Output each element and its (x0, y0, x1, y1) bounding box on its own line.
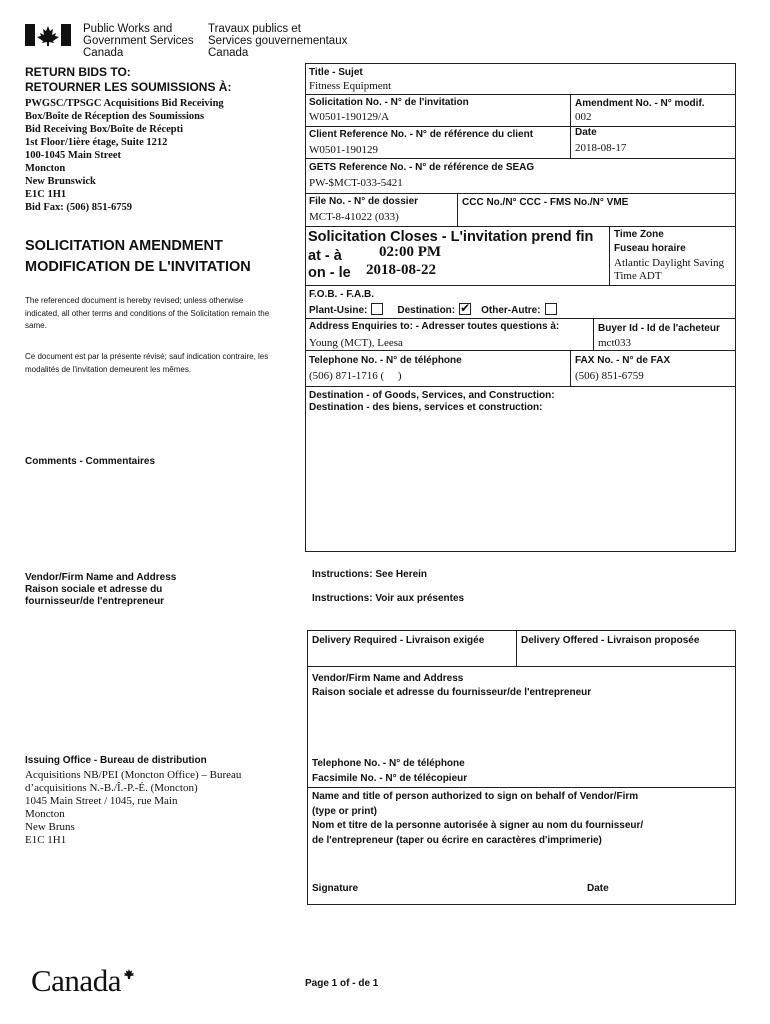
address-line: Box/Boîte de Réception des Soumissions (25, 111, 205, 122)
ccc-no-label: CCC No./N° CCC - FMS No./N° VME (462, 197, 629, 208)
destination-checkbox[interactable] (459, 303, 471, 315)
fob-label: F.O.B. - F.A.B. (309, 289, 374, 300)
amendment-no-value: 002 (575, 111, 592, 123)
signature-date-label: Date (587, 883, 609, 894)
issuing-office-label: Issuing Office - Bureau de distribution (25, 755, 207, 766)
issuing-line: Acquisitions NB/PEI (Moncton Office) – Bureau (25, 769, 242, 781)
dept-fr-line: Canada (208, 47, 249, 59)
telephone-value: (506) 871-1716 ( ) (309, 370, 402, 382)
authorized-person-label-2: (type or print) (312, 806, 377, 817)
closes-at-value: 02:00 PM (379, 244, 442, 260)
page-number: Page 1 of - de 1 (305, 978, 379, 989)
return-bids-title-en: RETURN BIDS TO: (25, 65, 131, 79)
solicitation-no-value: W0501-190129/A (309, 111, 390, 123)
buyer-id-label: Buyer Id - Id de l'acheteur (598, 323, 720, 334)
instructions-fr: Instructions: Voir aux présentes (312, 593, 465, 604)
authorized-person-label-3: Nom et titre de la personne autorisée à signer au nom du fournisseur/ (312, 820, 644, 831)
buyer-id-value: mct033 (598, 337, 631, 349)
closes-on-value: 2018-08-22 (366, 262, 436, 278)
return-bids-title-fr: RETOURNER LES SOUMISSIONS À: (25, 80, 232, 94)
title-value: Fitness Equipment (309, 80, 392, 92)
issuing-line: Moncton (25, 808, 65, 820)
address-line: Bid Receiving Box/Boîte de Récepti (25, 124, 184, 135)
destination-label: Destination: (397, 305, 456, 316)
address-enquiries-label: Address Enquiries to: - Adresser toutes questions à: (309, 321, 560, 332)
solicitation-no-label: Solicitation No. - N° de l'invitation (309, 97, 469, 108)
issuing-line: New Bruns (25, 821, 75, 833)
address-line: 1st Floor/1ière étage, Suite 1212 (25, 137, 168, 148)
amendment-heading (25, 236, 251, 278)
vendor-firm-label-1: Vendor/Firm Name and Address (312, 673, 464, 684)
gets-reference-value: PW-$MCT-033-5421 (309, 177, 403, 189)
time-zone-value-2: Time ADT (614, 270, 662, 282)
vendor-label-line: Raison sociale et adresse du (25, 584, 163, 595)
time-zone-label-fr: Fuseau horaire (614, 243, 686, 254)
vendor-label-line: Vendor/Firm Name and Address (25, 572, 177, 583)
time-zone-label-en: Time Zone (614, 229, 664, 240)
title-label: Title - Sujet (309, 67, 363, 78)
dept-en-line: Canada (83, 47, 124, 59)
department-name-fr (208, 23, 347, 59)
vendor-label-line: fournisseur/de l'entrepreneur (25, 596, 165, 607)
canada-flag-icon (25, 24, 71, 46)
address-line: PWGSC/TPSGC Acquisitions Bid Receiving (25, 98, 224, 109)
dept-fr-line: Services gouvernementaux (208, 35, 348, 47)
return-bids-heading (25, 65, 231, 95)
address-line: Moncton (25, 163, 66, 174)
amendment-note-fr: Ce document est par la présente révisé; sauf indication contraire, les modalités de l'invitation demeurent les mêmes. (25, 352, 269, 374)
address-line: Bid Fax: (506) 851-6759 (25, 202, 133, 213)
comments-label: Comments - Commentaires (25, 456, 156, 467)
amendment-title-en: SOLICITATION AMENDMENT (25, 238, 223, 254)
other-label: Other-Autre: (481, 305, 541, 316)
telephone-label: Telephone No. - N° de téléphone (309, 355, 462, 366)
canada-wordmark: Canada (31, 963, 121, 998)
wordmark-flag-icon (124, 969, 134, 979)
issuing-line: 1045 Main Street / 1045, rue Main (25, 795, 178, 807)
destination-goods-label-fr: Destination - des biens, services et construction: (309, 402, 543, 413)
date-label: Date (575, 127, 597, 138)
address-line: 100-1045 Main Street (25, 150, 122, 161)
time-zone-value-1: Atlantic Daylight Saving (614, 257, 724, 269)
destination-goods-label-en: Destination - of Goods, Services, and Construction: (309, 390, 555, 401)
fax-label: FAX No. - N° de FAX (575, 355, 671, 366)
authorized-person-label-4: de l'entrepreneur (taper ou écrire en caractères d'imprimerie) (312, 835, 602, 846)
plant-label: Plant-Usine: (309, 305, 368, 316)
issuing-line: d’acquisitions N.-B./Î.-P.-É. (Moncton) (25, 782, 198, 794)
fax-value: (506) 851-6759 (575, 370, 644, 382)
address-line: New Brunswick (25, 176, 96, 187)
file-no-label: File No. - N° de dossier (309, 196, 419, 207)
vendor-facsimile-label: Facsimile No. - N° de télécopieur (312, 773, 468, 784)
vendor-telephone-label: Telephone No. - N° de téléphone (312, 758, 465, 769)
amendment-note-en: The referenced document is hereby revised; unless otherwise indicated, all other terms and conditions of the Solicitation remain the same. (25, 296, 270, 330)
vendor-firm-label-left (25, 572, 176, 608)
dept-fr-line: Travaux publics et (208, 23, 301, 35)
dept-en-line: Government Services (83, 35, 194, 47)
client-reference-value: W0501-190129 (309, 144, 379, 156)
return-bids-address (25, 97, 224, 214)
address-line: E1C 1H1 (25, 189, 67, 200)
solicitation-closes-title: Solicitation Closes - L'invitation prend fin (308, 229, 594, 245)
address-enquiries-value: Young (MCT), Leesa (309, 337, 403, 349)
gets-reference-label: GETS Reference No. - N° de référence de SEAG (309, 162, 535, 173)
delivery-required-label: Delivery Required - Livraison exigée (312, 635, 485, 646)
date-value: 2018-08-17 (575, 142, 627, 154)
other-checkbox[interactable] (545, 303, 557, 315)
amendment-title-fr: MODIFICATION DE L'INVITATION (25, 259, 251, 275)
closes-at-label: at - à (308, 248, 342, 264)
client-reference-label: Client Reference No. - N° de référence du client (309, 129, 534, 140)
closes-on-label: on - le (308, 265, 351, 281)
authorized-person-label-1: Name and title of person authorized to sign on behalf of Vendor/Firm (312, 791, 639, 802)
dept-en-line: Public Works and (83, 23, 173, 35)
delivery-offered-label: Delivery Offered - Livraison proposée (521, 635, 700, 646)
amendment-no-label: Amendment No. - N° modif. (575, 98, 705, 109)
plant-checkbox[interactable] (371, 303, 383, 315)
department-name-en (83, 23, 194, 59)
instructions-en: Instructions: See Herein (312, 569, 428, 580)
fob-options (309, 303, 561, 317)
vendor-firm-label-2: Raison sociale et adresse du fournisseur/de l'entrepreneur (312, 687, 592, 698)
issuing-line: E1C 1H1 (25, 834, 67, 846)
file-no-value: MCT-8-41022 (033) (309, 211, 399, 223)
issuing-office-address (25, 769, 241, 847)
signature-label: Signature (312, 883, 359, 894)
